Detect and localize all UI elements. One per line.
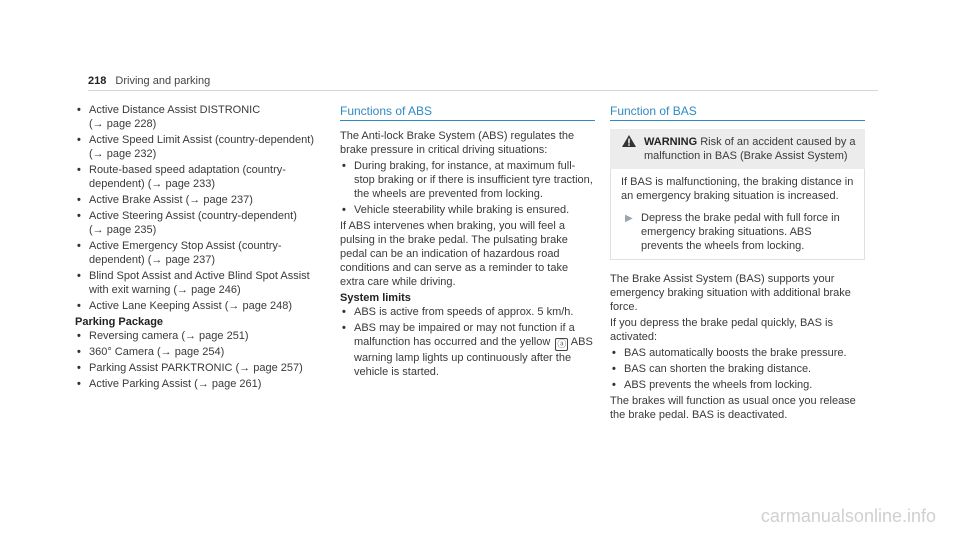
page-link[interactable]: (→ page 235) — [89, 224, 157, 236]
page-number: 218 — [88, 75, 107, 87]
warning-step: ▶ Depress the brake pedal with full force in emergency braking situations. ABS prevents the wheels from locking. — [625, 212, 840, 252]
abs-warning-lamp-icon: ⓐ — [557, 339, 567, 349]
parking-list — [75, 329, 330, 391]
page-link[interactable]: (→ page 228) — [89, 118, 157, 130]
page-link[interactable]: (→ page 248) — [224, 300, 293, 312]
list-item: • 360° Camera (→ page 254) — [77, 346, 225, 358]
list-item: • Active Emergency Stop Assist (country-dependent) (→ page 237) — [77, 240, 282, 266]
warning-text: Risk of an accident caused by a malfunction in BAS (Brake Assist System) — [644, 136, 856, 162]
section-title-bas: Function of BAS — [610, 103, 865, 121]
list-item: • Active Lane Keeping Assist (→ page 248) — [77, 300, 293, 312]
warning-triangle-icon — [622, 135, 636, 147]
assist-list — [75, 103, 330, 313]
page-header — [88, 74, 878, 88]
watermark: carmanualsonline.info — [760, 506, 936, 526]
warning-header — [620, 135, 857, 163]
column-abs — [340, 103, 595, 381]
column-assist-systems — [75, 103, 330, 393]
warning-box — [610, 129, 865, 169]
bas-paragraph-3: The brakes will function as usual once you release the brake pedal. BAS is deactivated. — [610, 395, 856, 421]
page-link[interactable]: (→ page 251) — [181, 330, 249, 342]
page-link[interactable]: (→ page 233) — [147, 178, 215, 190]
list-item: • Reversing camera (→ page 251) — [77, 330, 249, 342]
warning-content — [610, 169, 865, 260]
step-arrow-icon: ▶ — [625, 213, 633, 224]
list-item: • During braking, for instance, at maximum full-stop braking or if there is insufficient tyre traction, the wheels are prevented from locking. — [342, 160, 593, 200]
section-title-abs: Functions of ABS — [340, 103, 595, 121]
bas-paragraph-2: If you depress the brake pedal quickly, BAS is activated: — [610, 317, 833, 343]
header-divider — [88, 90, 878, 91]
warning-body: If BAS is malfunctioning, the braking distance in an emergency braking situation is increased. — [621, 176, 854, 202]
list-item: • Active Brake Assist (→ page 237) — [77, 194, 253, 206]
list-item: • Active Speed Limit Assist (country-dependent) (→ page 232) — [77, 134, 315, 160]
page-link[interactable]: (→ page 261) — [194, 378, 262, 390]
abs-paragraph: If ABS intervenes when braking, you will feel a pulsing in the brake pedal. The pulsating brake pedal can be an indication of hazardous road conditions and can serve as a reminder to take extra care while driving. — [340, 220, 569, 288]
list-item: • Vehicle steerability while braking is ensured. — [342, 204, 570, 216]
parking-package-heading: Parking Package — [75, 316, 164, 328]
page-link[interactable]: (→ page 232) — [89, 148, 157, 160]
page-link[interactable]: (→ page 237) — [185, 194, 253, 206]
list-item: • Parking Assist PARKTRONIC (→ page 257) — [77, 362, 303, 374]
warning-label: WARNING — [644, 136, 698, 148]
page-link[interactable]: (→ page 257) — [235, 362, 303, 374]
list-item: • Route-based speed adaptation (country-dependent) (→ page 233) — [77, 164, 286, 190]
page-link[interactable]: (→ page 237) — [147, 254, 215, 266]
page-title: Driving and parking — [115, 75, 211, 87]
limits-bullets — [340, 305, 595, 379]
list-item: • BAS automatically boosts the brake pressure. — [612, 347, 847, 359]
list-item: • ABS may be impaired or may not function if a malfunction has occurred and the yellow ⓐ ABS warning lamp lights up continuously after the vehicle is started. — [342, 322, 593, 378]
page-link[interactable]: (→ page 254) — [157, 346, 225, 358]
list-item: • Blind Spot Assist and Active Blind Spot Assist with exit warning (→ page 246) — [77, 270, 310, 296]
column-bas — [610, 103, 865, 424]
bas-paragraph-1: The Brake Assist System (BAS) supports your emergency braking situation with additional brake force. — [610, 273, 851, 313]
list-item: • Active Distance Assist DISTRONIC (→ page 228) — [77, 104, 261, 130]
list-item: • ABS prevents the wheels from locking. — [612, 379, 813, 391]
abs-intro: The Anti-lock Brake System (ABS) regulates the brake pressure in critical driving situations: — [340, 130, 575, 156]
abs-bullets — [340, 159, 595, 217]
list-item: • Active Parking Assist (→ page 261) — [77, 378, 262, 390]
system-limits-heading: System limits — [340, 292, 411, 304]
bas-bullets — [610, 346, 865, 392]
list-item: • ABS is active from speeds of approx. 5 km/h. — [342, 306, 574, 318]
list-item: • BAS can shorten the braking distance. — [612, 363, 812, 375]
list-item: • Active Steering Assist (country-dependent) (→ page 235) — [77, 210, 297, 236]
page-link[interactable]: (→ page 246) — [173, 284, 241, 296]
